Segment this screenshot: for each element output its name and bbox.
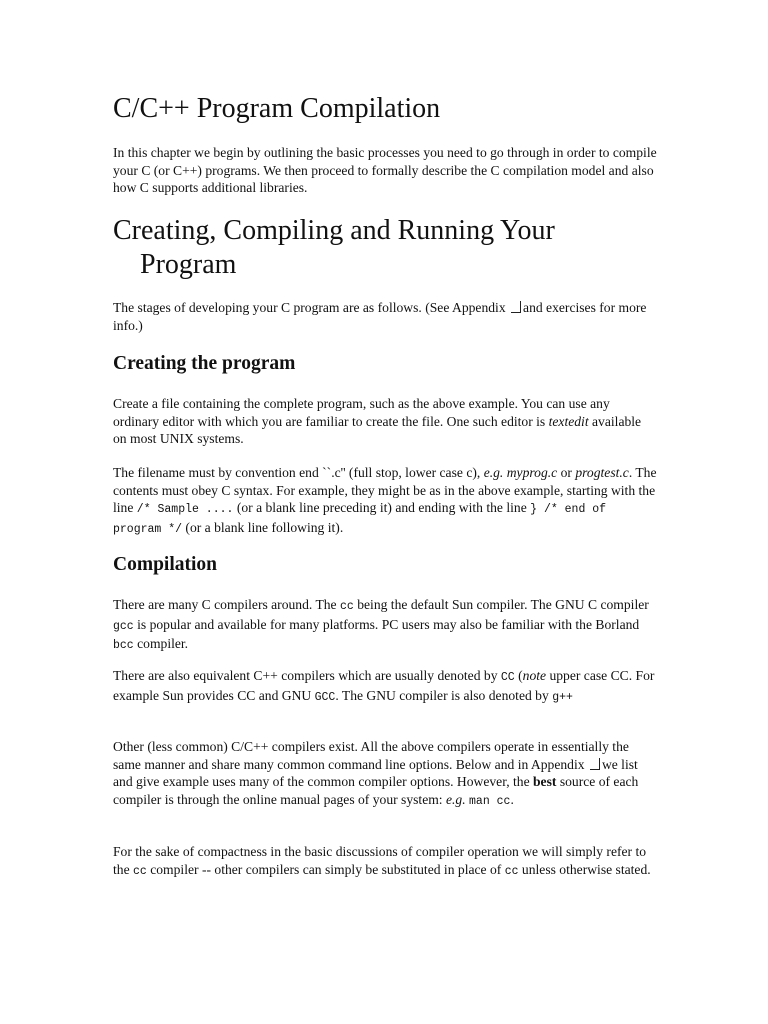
creating-paragraph-1 — [113, 395, 658, 448]
code-CC: CC — [500, 671, 515, 684]
editor-name: textedit — [548, 413, 589, 429]
comp-p2-text-b: ( — [514, 668, 523, 683]
intro-paragraph: In this chapter we begin by outlining the basic processes you need to go through in order to compile your C (or C++) programs. We then proceed to formally describe the C compilation model and also how C supports additional libraries. — [113, 145, 657, 195]
comp-p1-text-b: being the default Sun compiler. The GNU C compiler — [353, 597, 649, 612]
code-GCC: GCC — [314, 690, 336, 704]
note-emphasis: note — [522, 668, 547, 683]
comp-p3-text-a: Other (less common) C/C++ compilers exist. All the above compilers operate in essentially the same manner and share many common command line options. Below and in Appendix — [113, 739, 629, 772]
code-gpp: g++ — [552, 690, 573, 704]
section-heading-creating-compiling-running — [113, 214, 555, 282]
section-heading-line2: Program — [140, 249, 237, 280]
stages-paragraph — [113, 299, 658, 334]
comp-p4-text-c: unless otherwise stated. — [518, 861, 651, 877]
creating-p2-text-a: The filename must by convention end ``.c'' (full stop, lower case c), — [113, 465, 484, 480]
comp-p4-text-b: compiler -- other compilers can simply be substituted in place of — [146, 861, 505, 877]
eg-abbrev: e.g. — [483, 465, 504, 480]
creating-p1-text-b: available on most UNIX systems. — [113, 413, 642, 446]
page-title: C/C++ Program Compilation — [113, 93, 441, 124]
code-bcc: bcc — [113, 639, 134, 652]
comp-p2-text-a: There are also equivalent C++ compilers which are usually denoted by — [113, 668, 501, 683]
comp-p3-text-c: source of each compiler is through the online manual pages of your system: — [113, 774, 639, 807]
creating-p1-text-a: Create a file containing the complete program, such as the above example. You can use any ordinary editor with which you are familiar to create the file. One such editor is — [113, 396, 610, 429]
creating-p2-text-d: (or a blank line following it). — [182, 519, 344, 535]
code-cc: cc — [340, 600, 354, 613]
filename-example-1: myprog.c — [506, 465, 558, 480]
compilation-paragraph-1 — [113, 596, 658, 655]
comp-p3-text-d: . — [510, 791, 514, 807]
code-cc: cc — [504, 864, 519, 878]
creating-paragraph-2 — [113, 464, 658, 538]
compilation-paragraph-4 — [113, 843, 658, 880]
code-program-end: } /* end of program */ — [113, 503, 607, 536]
stages-text-after: and exercises for more info.) — [113, 300, 647, 333]
code-cc: cc — [133, 864, 147, 878]
best-emphasis: best — [533, 774, 557, 789]
creating-p2-text-b: . The contents must obey C syntax. For example, they might be as in the above example, starting with the line — [113, 465, 657, 515]
compilation-paragraph-2 — [113, 667, 658, 706]
missing-reference-icon — [590, 758, 600, 770]
subheading-creating-program: Creating the program — [113, 353, 296, 374]
comp-p2-text-c: upper case CC. For example Sun provides CC and GNU — [113, 668, 655, 703]
comp-p1-text-a: There are many C compilers around. The — [113, 597, 340, 612]
section-heading-line1: Creating, Compiling and Running Your — [113, 215, 555, 246]
comp-p2-text-d: . The GNU compiler is also denoted by — [335, 687, 553, 703]
creating-p2-or: or — [557, 465, 576, 480]
missing-reference-icon — [511, 301, 521, 313]
comp-p1-text-d: compiler. — [133, 636, 189, 651]
code-gcc: gcc — [113, 619, 134, 633]
creating-p2-text-c: (or a blank line preceding it) and ending with the line — [233, 500, 531, 515]
stages-text-before: The stages of developing your C program are as follows. (See Appendix — [113, 300, 506, 315]
code-sample-start: /* Sample .... — [136, 503, 234, 516]
eg-abbrev: e.g. — [445, 791, 466, 807]
comp-p1-text-c: is popular and available for many platforms. PC users may also be familiar with the Borland — [133, 616, 640, 632]
comp-p3-text-b: we list and give example uses many of the common compiler options. However, the — [113, 756, 638, 789]
filename-example-2: progtest.c — [575, 465, 629, 480]
subheading-compilation: Compilation — [113, 554, 218, 575]
code-man-cc: man cc — [469, 794, 511, 808]
compilation-paragraph-3 — [113, 738, 658, 810]
comp-p4-text-a: For the sake of compactness in the basic discussions of compiler operation we will simply refer to the — [113, 844, 647, 877]
